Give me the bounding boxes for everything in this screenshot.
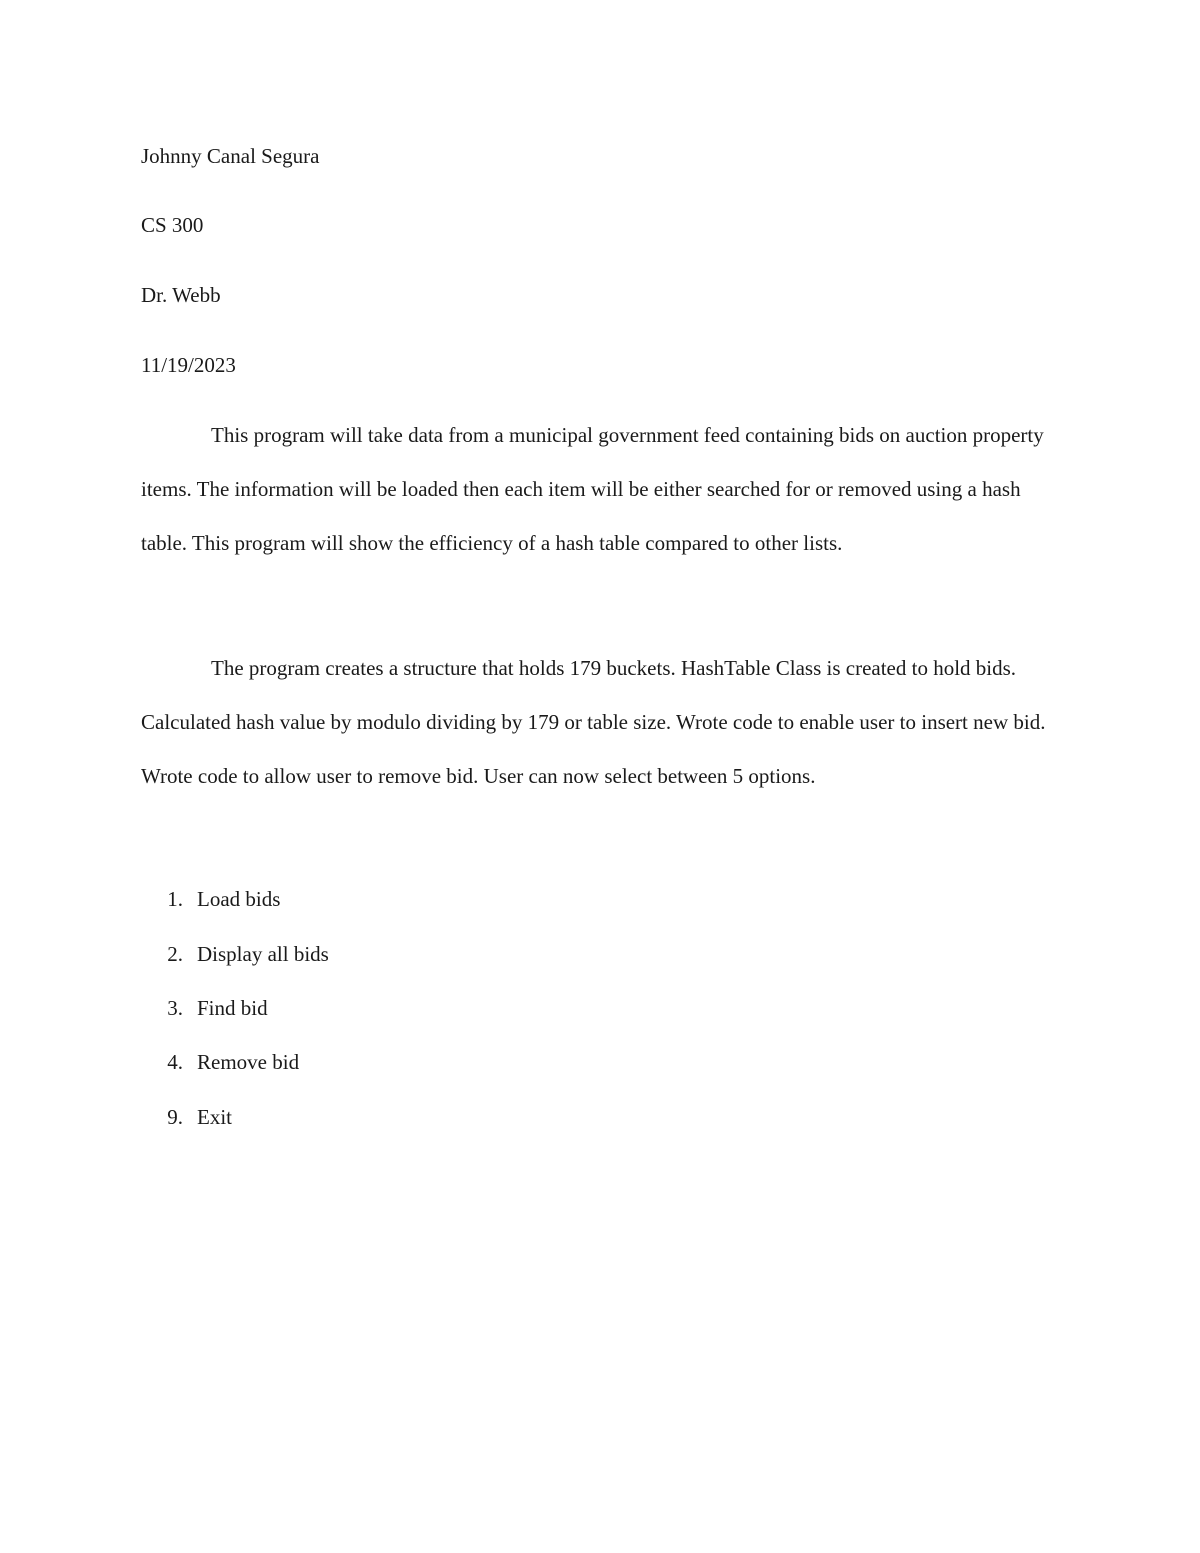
list-item	[141, 1105, 232, 1129]
list-label: Display all bids	[197, 942, 329, 966]
list-label: Remove bid	[197, 1050, 300, 1074]
list-number: 3.	[167, 996, 183, 1020]
list-number: 1.	[167, 887, 183, 911]
author-name: Johnny Canal Segura	[141, 144, 320, 168]
list-label: Exit	[197, 1105, 232, 1129]
list-item	[141, 996, 268, 1020]
document-date: 11/19/2023	[141, 353, 236, 377]
list-number: 2.	[167, 942, 183, 966]
list-label: Find bid	[197, 996, 268, 1020]
list-item	[141, 942, 329, 966]
course-name: CS 300	[141, 213, 204, 237]
list-number: 9.	[167, 1105, 183, 1129]
list-label: Load bids	[197, 887, 281, 911]
paragraph-intro: This program will take data from a municipal government feed containing bids on auction property items. The information will be loaded then each item will be either searched for or removed using a hash table. This program will show the efficiency of a hash table compared to other lists.	[141, 423, 1044, 555]
instructor-name: Dr. Webb	[141, 283, 221, 307]
list-number: 4.	[167, 1050, 183, 1074]
list-item	[141, 1050, 299, 1074]
list-item	[141, 887, 280, 911]
paragraph-implementation: The program creates a structure that holds 179 buckets. HashTable Class is created to hold bids. Calculated hash value by modulo dividing by 179 or table size. Wrote code to enable user to insert new bid. Wrote code to allow user to remove bid. User can now select between 5 options.	[141, 656, 1046, 788]
